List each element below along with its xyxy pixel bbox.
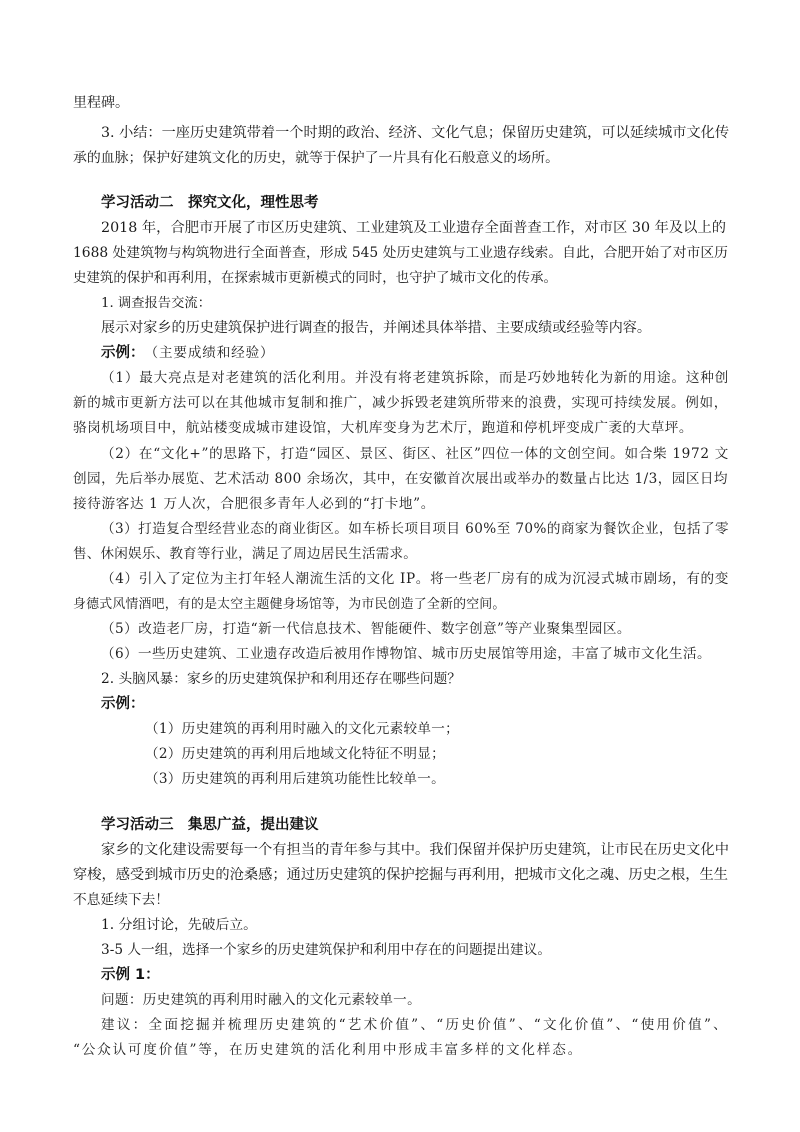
text: 穿梭，感受到城市历史的沧桑感；通过历史建筑的保护挖掘与再利用，把城市文化之魂、历史之根，生生 bbox=[73, 867, 729, 883]
text-line bbox=[0, 840, 800, 860]
text: （2）在“文化+”的思路下，打造“园区、景区、街区、社区”四位一体的文创空间。如合柴 1972 文 bbox=[101, 446, 729, 462]
text-line bbox=[0, 890, 800, 910]
text-line bbox=[0, 669, 800, 689]
text: （6）一些历史建筑、工业遗存改造后被用作博物馆、城市历史展馆等用途，丰富了城市文化生活。 bbox=[101, 646, 711, 662]
text: （3）历史建筑的再利用后建筑功能性比较单一。 bbox=[145, 771, 445, 787]
text-line bbox=[0, 940, 800, 960]
text-line bbox=[0, 444, 800, 464]
text-line bbox=[0, 594, 800, 615]
text: 售、休闲娱乐、教育等行业，满足了周边居民生活需求。 bbox=[73, 546, 418, 562]
text-line bbox=[0, 368, 800, 388]
text-line bbox=[0, 719, 800, 739]
text: 1. 调查报告交流： bbox=[101, 296, 211, 311]
text-line bbox=[0, 769, 800, 789]
text-line bbox=[0, 293, 800, 314]
text: 3-5 人一组，选择一个家乡的历史建筑保护和利用中存在的问题提出建议。 bbox=[101, 942, 551, 958]
text: 家乡的文化建设需要每一个有担当的青年参与其中。我们保留并保护历史建筑，让市民在历史文化中 bbox=[101, 842, 729, 858]
text: 骆岗机场项目中，航站楼变成城市建设馆，大机库变身为艺术厅，跑道和停机坪变成广袤的大草坪。 bbox=[73, 420, 693, 436]
text: 身德式风情酒吧，有的是太空主题健身场馆等，为市民创造了全新的空间。 bbox=[73, 597, 506, 612]
example-label: 示例： bbox=[101, 345, 145, 361]
section-heading bbox=[0, 193, 800, 213]
text: 展示对家乡的历史建筑保护进行调查的报告，并阐述具体举措、主要成绩或经验等内容。 bbox=[101, 320, 652, 336]
text: 建议：全面挖掘并梳理历史建筑的“艺术价值”、“历史价值”、“文化价值”、“使用价值”、 bbox=[101, 1017, 729, 1033]
text-line bbox=[0, 268, 800, 289]
text-line bbox=[0, 744, 800, 764]
text: 里程碑。 bbox=[73, 95, 129, 111]
text-line bbox=[0, 1040, 800, 1060]
text-line bbox=[0, 569, 800, 589]
text: 2018 年，合肥市开展了市区历史建筑、工业建筑及工业遗存全面普查工作，对市区 30 年及以上的 bbox=[101, 220, 726, 236]
text-line bbox=[0, 1015, 800, 1035]
text: 新的城市更新方法可以在其他城市复制和推广，减少拆毁老建筑所带来的浪费，实现可持续发展。例如， bbox=[73, 395, 728, 411]
text: （1）最大亮点是对老建筑的活化利用。并没有将老建筑拆除，而是巧妙地转化为新的用途。这种创 bbox=[101, 370, 729, 386]
text-line bbox=[0, 519, 800, 539]
text-line bbox=[0, 644, 800, 664]
text: （5）改造老厂房，打造“新一代信息技术、智能硬件、数字创意”等产业聚集型园区。 bbox=[101, 621, 631, 637]
text: 史建筑的保护和再利用，在探索城市更新模式的同时，也守护了城市文化的传承。 bbox=[73, 271, 558, 286]
text-line bbox=[0, 865, 800, 885]
text: 承的血脉；保护好建筑文化的历史，就等于保护了一片具有化石般意义的场所。 bbox=[73, 150, 559, 166]
text: 接待游客达 1 万人次，合肥很多青年人必到的“打卡地”。 bbox=[73, 496, 435, 512]
heading-text: 学习活动二 探究文化，理性思考 bbox=[101, 195, 319, 211]
text-line bbox=[0, 218, 800, 238]
heading-text: 学习活动三 集思广益，提出建议 bbox=[101, 817, 319, 833]
text: （1）历史建筑的再利用时融入的文化元素较单一； bbox=[145, 721, 459, 737]
text-line bbox=[0, 418, 800, 438]
text: 1. 分组讨论，先破后立。 bbox=[101, 917, 257, 933]
text: 示例： bbox=[101, 696, 145, 712]
text-line bbox=[0, 93, 800, 113]
section-heading bbox=[0, 815, 800, 835]
text: 不息延续下去！ bbox=[73, 892, 169, 908]
text-line bbox=[0, 148, 800, 168]
text-line bbox=[0, 318, 800, 338]
text: （3）打造复合型经营业态的商业街区。如车桥长项目项目 60%至 70%的商家为餐饮企业，包括了零 bbox=[101, 521, 729, 537]
text: （4）引入了定位为主打年轻人潮流生活的文化 IP。将一些老厂房有的成为沉浸式城市剧场，有的变 bbox=[101, 571, 729, 587]
text: 示例 1： bbox=[101, 967, 160, 983]
text: 2. 头脑风暴：家乡的历史建筑保护和利用还存在哪些问题？ bbox=[101, 671, 461, 687]
text-line bbox=[0, 393, 800, 413]
text: （2）历史建筑的再利用后地域文化特征不明显； bbox=[145, 746, 445, 762]
text: 问题：历史建筑的再利用时融入的文化元素较单一。 bbox=[101, 992, 421, 1008]
text-line bbox=[0, 544, 800, 564]
example-label bbox=[0, 694, 800, 714]
text: 3. 小结：一座历史建筑带着一个时期的政治、经济、文化气息；保留历史建筑，可以延续城市文化传 bbox=[101, 125, 730, 141]
example-label bbox=[0, 965, 800, 985]
text-line bbox=[0, 915, 800, 935]
text-line bbox=[0, 123, 800, 143]
text-line bbox=[0, 469, 800, 489]
text-line bbox=[0, 243, 800, 263]
text-line bbox=[0, 990, 800, 1010]
text-line bbox=[0, 619, 800, 639]
text: 创园，先后举办展览、艺术活动 800 余场次，其中，在安徽首次展出或举办的数量占比达 1/3，园区日均 bbox=[73, 471, 728, 487]
text: 1688 处建筑物与构筑物进行全面普查，形成 545 处历史建筑与工业遗存线索。自此，合肥开始了对市区历 bbox=[73, 245, 728, 261]
example-line bbox=[0, 343, 800, 363]
text-line bbox=[0, 494, 800, 514]
text: “公众认可度价值”等，在历史建筑的活化利用中形成丰富多样的文化样态。 bbox=[73, 1042, 583, 1058]
example-note: （主要成绩和经验） bbox=[144, 345, 275, 361]
